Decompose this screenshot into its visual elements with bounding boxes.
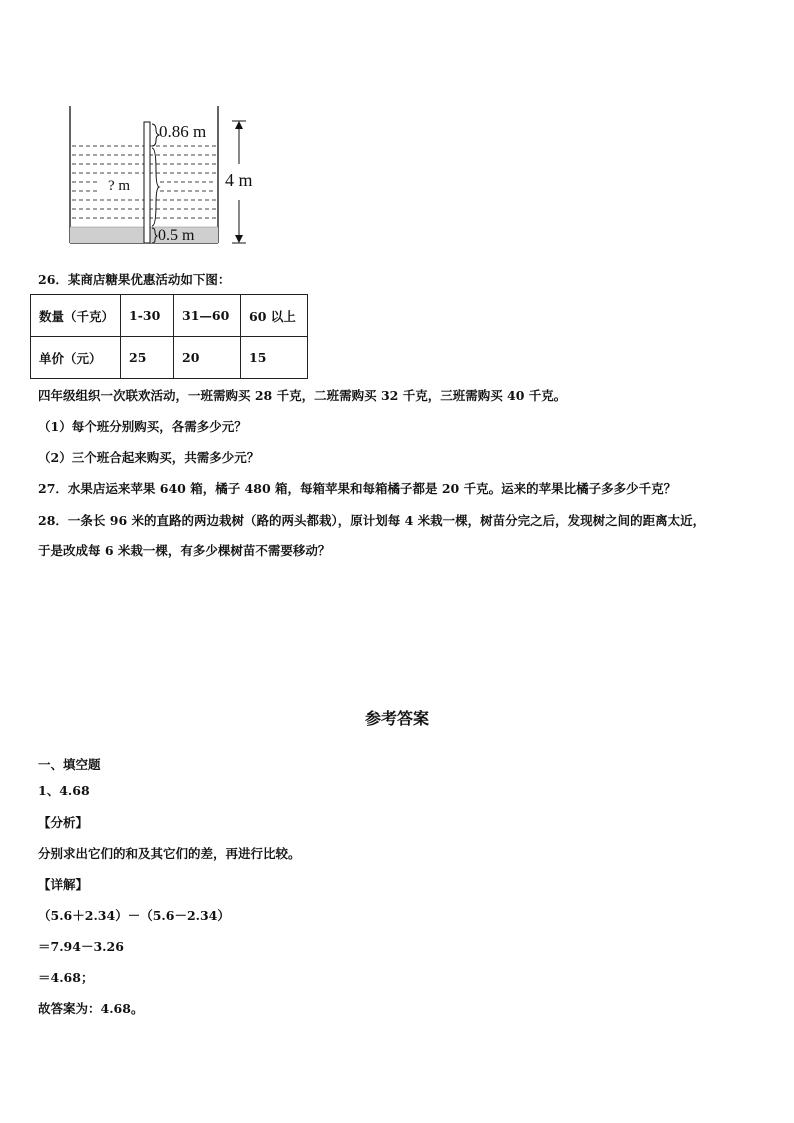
- conclusion: 故答案为：4.68。: [38, 1001, 144, 1016]
- analysis-heading: 【分析】: [38, 815, 89, 830]
- q26-title: 26．某商店糖果优惠活动如下图：: [38, 272, 231, 287]
- detail-heading: 【详解】: [38, 877, 89, 892]
- top-gap-label: 0.86 m: [159, 122, 207, 141]
- calc-step-2: ＝7.94－3.26: [38, 939, 124, 954]
- total-height-label: 4 m: [225, 170, 253, 190]
- table-cell: 数量（千克）: [31, 295, 121, 337]
- unknown-depth-label: ? m: [108, 178, 131, 194]
- table-cell: 15: [241, 337, 308, 379]
- table-cell: 单价（元）: [31, 337, 121, 379]
- q26-sub2: （2）三个班合起来购买，共需多少元？: [38, 450, 260, 465]
- q28-line1: 28．一条长 96 米的直路的两边栽树（路的两头都栽），原计划每 4 米栽一棵，树苗分完之后，发现树之间的距离太近，: [38, 513, 706, 528]
- tank-figure: [60, 100, 280, 250]
- answer-item: 1、4.68: [38, 783, 90, 798]
- table-cell: 20: [174, 337, 241, 379]
- q28-line2: 于是改成每 6 米栽一棵，有多少棵树苗不需要移动？: [38, 543, 331, 558]
- answer-title: 参考答案: [364, 709, 429, 728]
- analysis-text: 分别求出它们的和及其它们的差，再进行比较。: [38, 846, 301, 861]
- section-heading: 一、填空题: [38, 757, 101, 772]
- table-cell: 25: [121, 337, 174, 379]
- calc-step-3: ＝4.68；: [38, 970, 94, 985]
- q27-text: 27．水果店运来苹果 640 箱，橘子 480 箱，每箱苹果和每箱橘子都是 20 千克。运来的苹果比橘子多多少千克？: [38, 481, 677, 496]
- price-table: [30, 294, 308, 379]
- table-row: [31, 295, 308, 337]
- calc-step-1: （5.6＋2.34）－（5.6－2.34）: [38, 908, 230, 923]
- q26-context: 四年级组织一次联欢活动，一班需购买 28 千克，二班需购买 32 千克，三班需购买 40 千克。: [38, 388, 567, 403]
- table-cell: 60 以上: [241, 295, 308, 337]
- table-row: [31, 337, 308, 379]
- q26-sub1: （1）每个班分别购买，各需多少元？: [38, 419, 247, 434]
- bottom-depth-label: 0.5 m: [158, 227, 195, 244]
- table-cell: 31—60: [174, 295, 241, 337]
- table-cell: 1-30: [121, 295, 174, 337]
